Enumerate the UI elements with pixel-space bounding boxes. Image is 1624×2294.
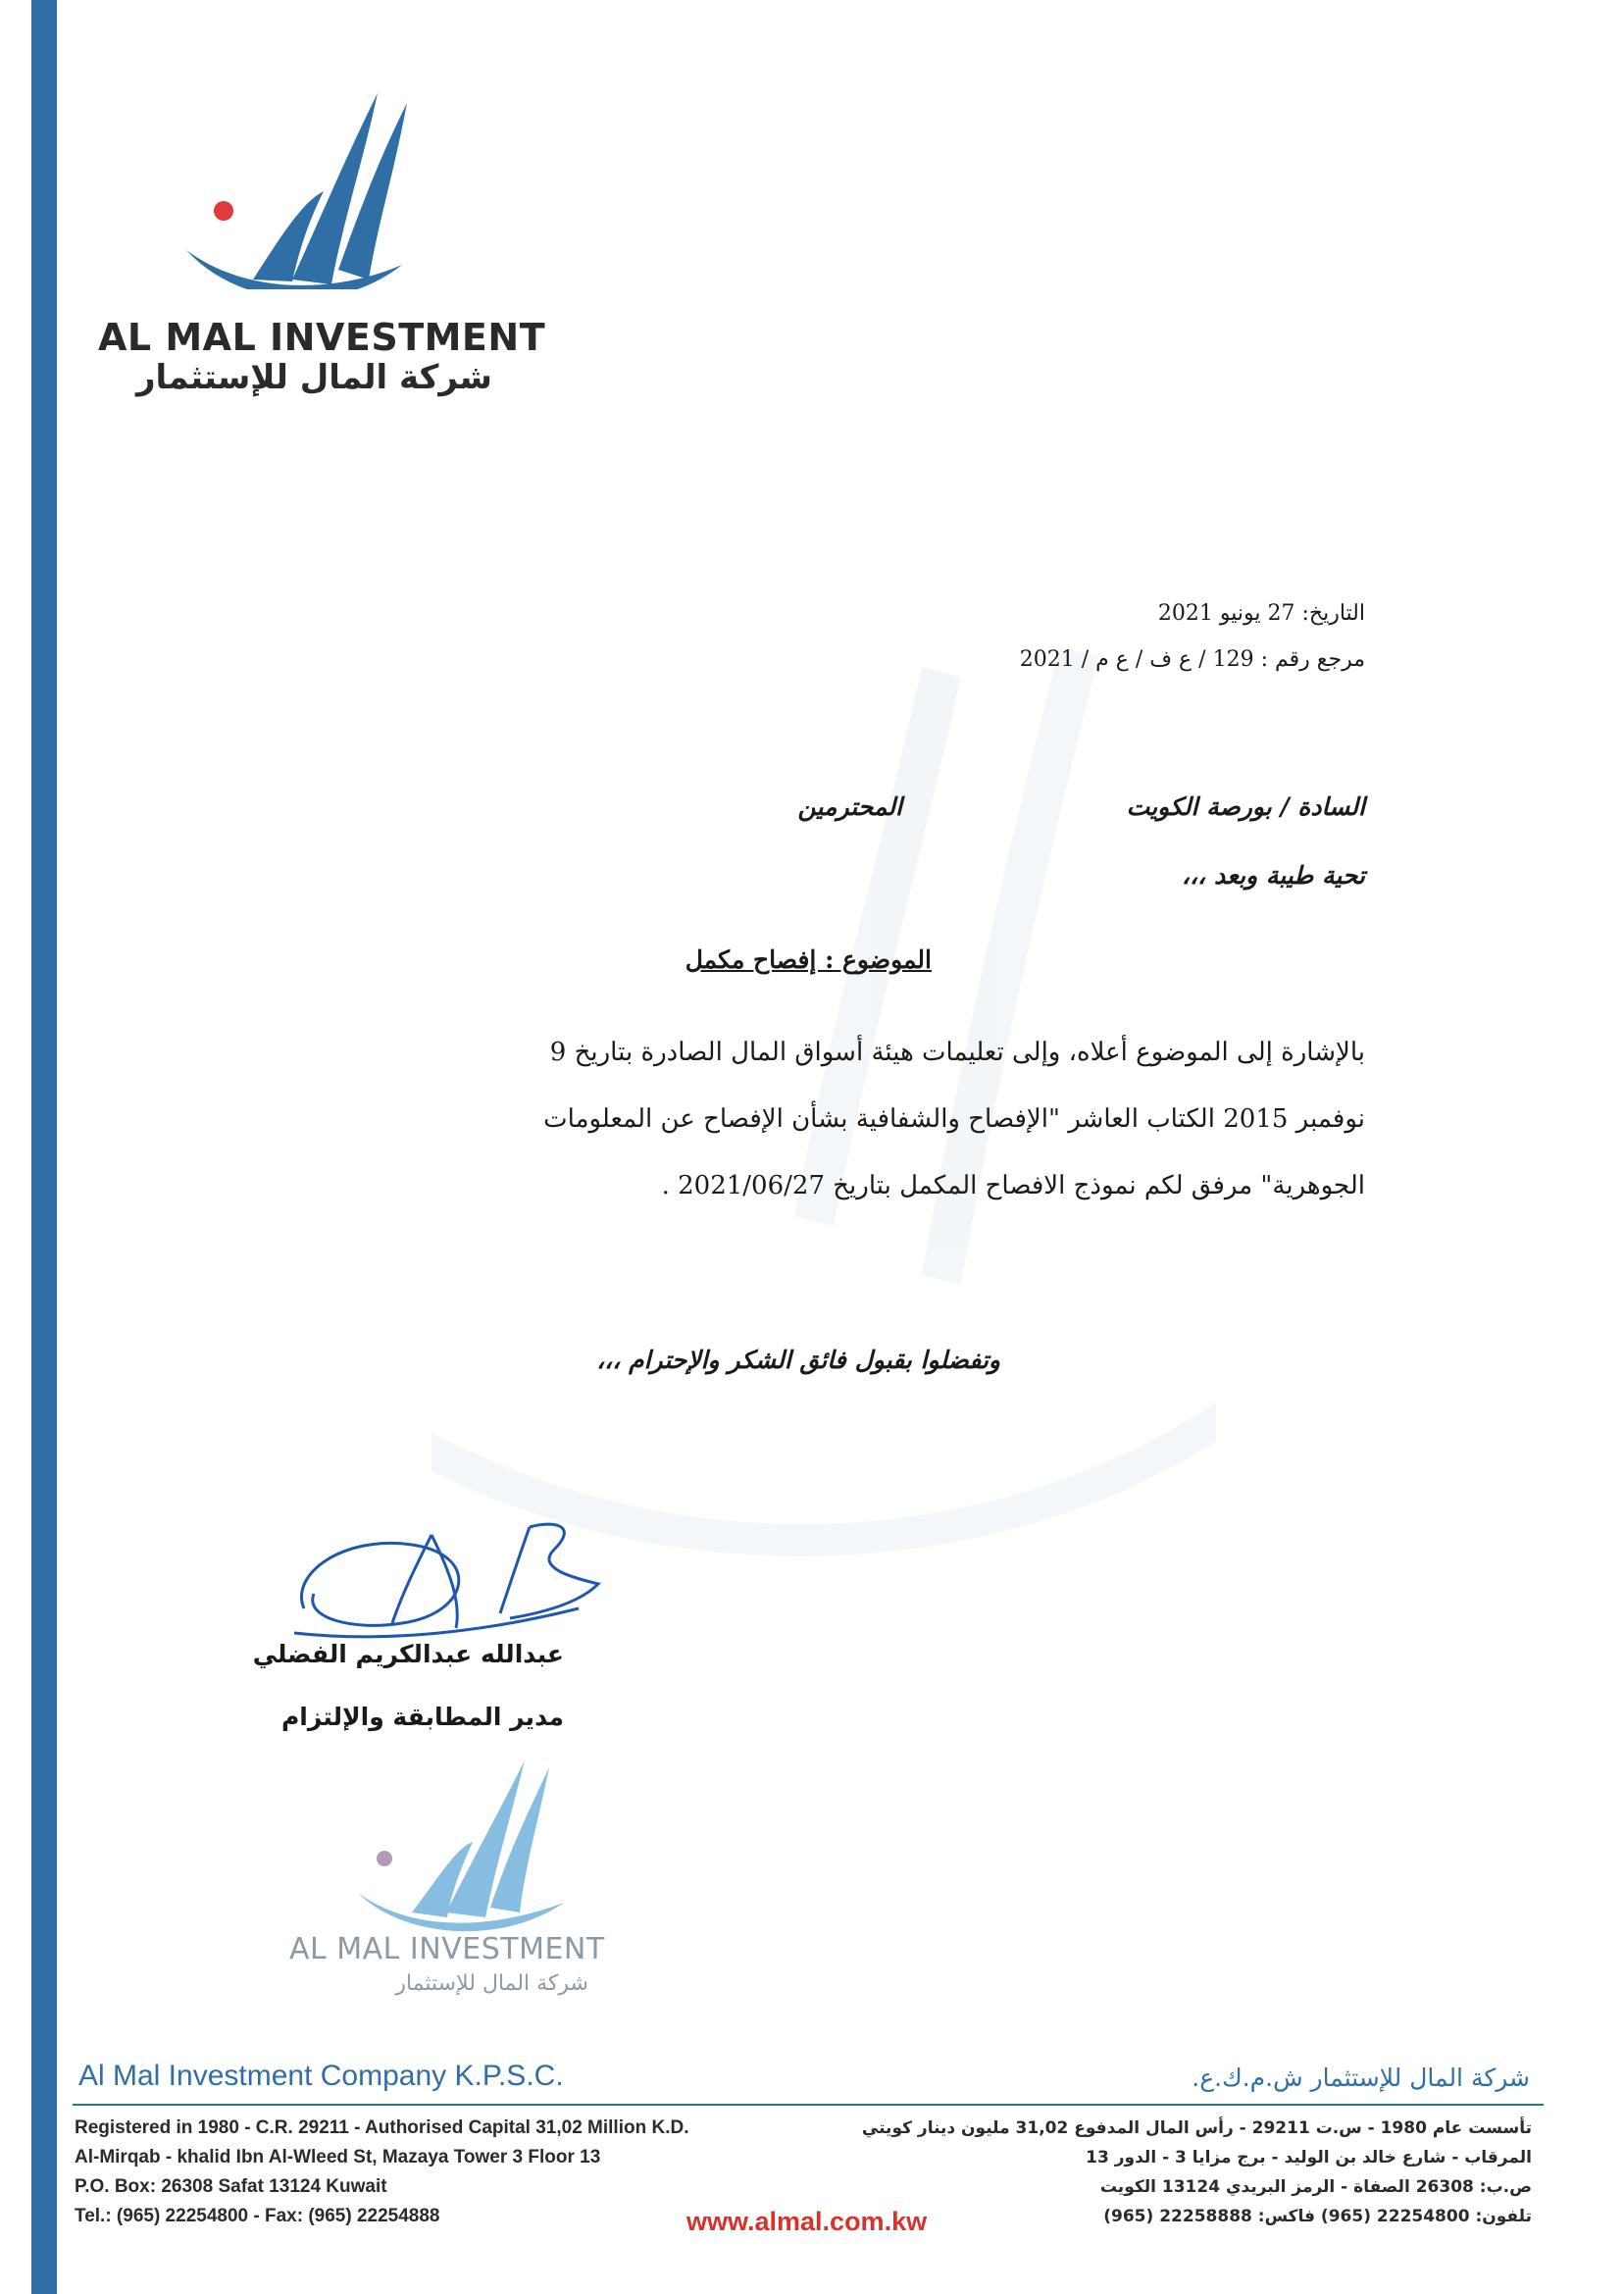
watermark-logo: [373, 588, 1255, 1569]
logo-name-en: AL MAL INVESTMENT: [98, 316, 546, 359]
footer-ar-line: ص.ب: 26308 الصفاة - الرمز البريدي 13124 الكويت: [1099, 2177, 1532, 2197]
stamp-logo-icon: [353, 1756, 579, 1932]
date-line: التاريخ: 27 يونيو 2021: [1157, 601, 1365, 626]
footer-en-line: P.O. Box: 26308 Safat 13124 Kuwait: [75, 2176, 387, 2197]
footer-en-line: Tel.: (965) 22254800 - Fax: (965) 22254888: [75, 2206, 440, 2226]
footer-company-ar: شركة المال للإستثمار ش.م.ك.ع.: [1192, 2064, 1530, 2092]
footer-ar-line: المرقاب - شارع خالد بن الوليد - برج مزايا 3 - الدور 13: [1086, 2148, 1532, 2167]
logo-name-ar: شركة المال للإستثمار: [135, 358, 492, 397]
addressee-honorific: المحترمين: [797, 792, 902, 821]
signatory-name: عبدالله عبدالكريم الفضلي: [252, 1640, 564, 1668]
handwritten-signature: [284, 1515, 608, 1653]
subject-line: الموضوع : إفصاح مكمل: [685, 945, 932, 974]
reference-line: مرجع رقم : 129 / ع ف / ع م / 2021: [1019, 647, 1365, 672]
footer-en-line: Registered in 1980 - C.R. 29211 - Authorised Capital 31,02 Million K.D.: [75, 2117, 689, 2138]
stamp-logo-mark: [353, 1756, 579, 1932]
body-line-1: بالإشارة إلى الموضوع أعلاه، وإلى تعليمات هيئة أسواق المال الصادرة بتاريخ 9: [549, 1038, 1365, 1067]
footer-en-line: Al-Mirqab - khalid Ibn Al-Wleed St, Mazaya Tower 3 Floor 13: [75, 2147, 601, 2167]
footer-divider: [73, 2104, 1544, 2106]
addressee-to: السادة / بورصة الكويت: [1126, 792, 1365, 821]
signatory-title: مدير المطابقة والإلتزام: [280, 1703, 564, 1731]
body-line-3: الجوهرية" مرفق لكم نموذج الافصاح المكمل بتاريخ 2021/06/27 .: [661, 1171, 1365, 1200]
footer-website-link[interactable]: www.almal.com.kw: [686, 2207, 928, 2236]
stamp-name-en: AL MAL INVESTMENT: [289, 1932, 605, 1966]
body-line-2: نوفمبر 2015 الكتاب العاشر "الإفصاح والشفافية بشأن الإفصاح عن المعلومات: [543, 1104, 1365, 1134]
footer-company-en: Al Mal Investment Company K.P.S.C.: [78, 2060, 564, 2092]
almal-logo-icon: [177, 93, 431, 289]
footer-address-en: [75, 2114, 688, 2231]
stamp-name-ar: شركة المال للإستثمار: [395, 1971, 588, 1996]
side-accent-bar: [31, 0, 57, 2294]
footer-address-ar: [843, 2114, 1532, 2231]
footer-ar-line: تأسست عام 1980 - س.ت 29211 - رأس المال المدفوع 31,02 مليون دينار كويتي: [861, 2118, 1532, 2138]
closing-line: وتفضلوا بقبول فائق الشكر والإحترام ،،،: [596, 1346, 1000, 1374]
greeting: تحية طيبة وبعد ،،،: [1182, 861, 1365, 890]
header-logo-mark: [177, 93, 431, 289]
footer-ar-line: تلفون: 22254800 (965) فاكس: 22258888 (965): [1103, 2207, 1532, 2226]
